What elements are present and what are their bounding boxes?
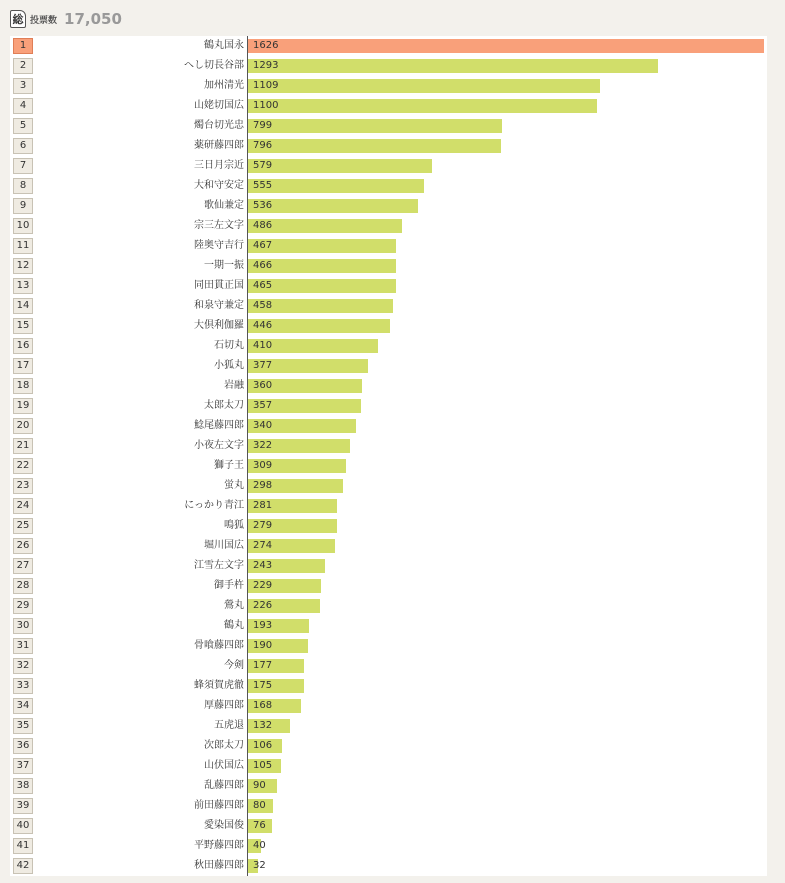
vote-count-label: 309 [253,460,273,471]
rank-badge: 28 [13,578,33,594]
table-row [10,576,767,596]
vote-count-label: 1293 [253,60,279,71]
rank-badge: 22 [13,458,33,474]
sword-name-label: 御手杵 [214,580,244,591]
table-row [10,356,767,376]
vote-count-label: 1100 [253,100,279,111]
vote-count-label: 132 [253,720,273,731]
vote-bar [248,159,432,173]
table-row [10,696,767,716]
vote-count-label: 298 [253,480,273,491]
vote-count-label: 377 [253,360,273,371]
rank-badge: 6 [13,138,33,154]
rank-badge: 42 [13,858,33,874]
rank-badge: 34 [13,698,33,714]
rank-badge: 35 [13,718,33,734]
rank-badge: 36 [13,738,33,754]
vote-bar [248,179,424,193]
vote-count-label: 193 [253,620,273,631]
sword-name-label: 大倶利伽羅 [194,320,244,331]
sword-name-label: 一期一振 [204,260,244,271]
vote-count-label: 446 [253,320,273,331]
rank-badge: 11 [13,238,33,254]
rank-badge: 3 [13,78,33,94]
vote-count-label: 226 [253,600,273,611]
rank-badge: 16 [13,338,33,354]
vote-count-label: 410 [253,340,273,351]
rank-badge: 4 [13,98,33,114]
table-row [10,336,767,356]
vote-count-label: 458 [253,300,273,311]
table-row [10,856,767,876]
rank-badge: 30 [13,618,33,634]
vote-count-label: 360 [253,380,273,391]
vote-count-label: 796 [253,140,273,151]
sword-name-label: 三日月宗近 [194,160,244,171]
table-row [10,816,767,836]
vote-count-label: 90 [253,780,266,791]
sword-name-label: 歌仙兼定 [204,200,244,211]
rank-badge: 12 [13,258,33,274]
vote-count-label: 1626 [253,40,279,51]
sword-name-label: にっかり青江 [184,500,244,511]
rank-badge: 14 [13,298,33,314]
vote-count-label: 76 [253,820,266,831]
vote-count-label: 322 [253,440,273,451]
sword-name-label: 陸奥守吉行 [194,240,244,251]
rank-badge: 8 [13,178,33,194]
rank-badge: 7 [13,158,33,174]
rank-badge: 21 [13,438,33,454]
sword-name-label: 加州清光 [204,80,244,91]
rank-badge: 25 [13,518,33,534]
table-row [10,476,767,496]
total-votes-label: 投票数 [30,15,58,26]
vote-count-label: 555 [253,180,273,191]
vote-bar [248,39,764,53]
rank-badge: 5 [13,118,33,134]
table-row [10,136,767,156]
sword-name-label: 鳴狐 [224,520,244,531]
table-row [10,96,767,116]
sword-name-label: 和泉守兼定 [194,300,244,311]
sword-name-label: 石切丸 [214,340,244,351]
table-row [10,796,767,816]
vote-bar [248,199,418,213]
table-row [10,716,767,736]
sword-name-label: 堀川国広 [204,540,244,551]
sword-name-label: 蛍丸 [224,480,244,491]
rank-badge: 1 [13,38,33,54]
sword-name-label: 獅子王 [214,460,244,471]
sword-name-label: 平野藤四郎 [194,840,244,851]
vote-bar [248,99,597,113]
sword-name-label: 小狐丸 [214,360,244,371]
table-row [10,836,767,856]
rank-badge: 18 [13,378,33,394]
sword-name-label: 乱藤四郎 [204,780,244,791]
total-icon: 総 [10,10,26,28]
rank-badge: 38 [13,778,33,794]
vote-count-label: 105 [253,760,273,771]
sword-name-label: 秋田藤四郎 [194,860,244,871]
table-row [10,656,767,676]
table-row [10,636,767,656]
sword-name-label: 江雪左文字 [194,560,244,571]
rank-badge: 23 [13,478,33,494]
vote-count-label: 40 [253,840,266,851]
vote-bar [248,119,502,133]
vote-bar [248,139,501,153]
rank-badge: 13 [13,278,33,294]
vote-count-label: 80 [253,800,266,811]
rank-badge: 2 [13,58,33,74]
rank-badge: 37 [13,758,33,774]
table-row [10,76,767,96]
table-row [10,176,767,196]
table-row [10,516,767,536]
vote-count-label: 177 [253,660,273,671]
table-row [10,596,767,616]
sword-name-label: 蜂須賀虎徹 [194,680,244,691]
table-row [10,316,767,336]
sword-name-label: 鶯丸 [224,600,244,611]
vote-count-label: 340 [253,420,273,431]
sword-name-label: 厚藤四郎 [204,700,244,711]
sword-name-label: 骨喰藤四郎 [194,640,244,651]
vote-count-label: 168 [253,700,273,711]
vote-count-label: 279 [253,520,273,531]
vote-bar [248,59,658,73]
rank-badge: 15 [13,318,33,334]
table-row [10,736,767,756]
table-row [10,776,767,796]
vote-bar [248,79,600,93]
sword-name-label: 大和守安定 [194,180,244,191]
vote-count-label: 357 [253,400,273,411]
sword-name-label: 愛染国俊 [204,820,244,831]
vote-count-label: 32 [253,860,266,871]
table-row [10,416,767,436]
sword-name-label: 前田藤四郎 [194,800,244,811]
vote-count-label: 1109 [253,80,279,91]
rank-badge: 29 [13,598,33,614]
rank-badge: 32 [13,658,33,674]
table-row [10,556,767,576]
vote-count-label: 486 [253,220,273,231]
ranking-chart [10,36,767,876]
chart-axis-line [247,36,248,876]
table-row [10,156,767,176]
vote-count-label: 274 [253,540,273,551]
rank-badge: 27 [13,558,33,574]
table-row [10,436,767,456]
sword-name-label: 次郎太刀 [204,740,244,751]
table-row [10,296,767,316]
table-row [10,376,767,396]
rank-badge: 19 [13,398,33,414]
table-row [10,536,767,556]
sword-name-label: 燭台切光忠 [194,120,244,131]
rank-badge: 20 [13,418,33,434]
vote-count-label: 799 [253,120,273,131]
table-row [10,236,767,256]
rank-badge: 40 [13,818,33,834]
vote-count-label: 467 [253,240,273,251]
sword-name-label: 岩融 [224,380,244,391]
table-row [10,496,767,516]
sword-name-label: 山姥切国広 [194,100,244,111]
table-row [10,276,767,296]
rank-badge: 10 [13,218,33,234]
vote-count-label: 229 [253,580,273,591]
sword-name-label: 今剣 [224,660,244,671]
table-row [10,396,767,416]
sword-name-label: へし切長谷部 [184,60,244,71]
sword-name-label: 鶴丸国永 [204,40,244,51]
table-row [10,676,767,696]
table-row [10,456,767,476]
rank-badge: 26 [13,538,33,554]
total-votes-value: 17,050 [64,10,122,28]
vote-count-label: 466 [253,260,273,271]
ranking-rows [10,36,767,876]
vote-count-label: 106 [253,740,273,751]
vote-count-label: 190 [253,640,273,651]
table-row [10,116,767,136]
vote-count-label: 465 [253,280,273,291]
sword-name-label: 薬研藤四郎 [194,140,244,151]
table-row [10,756,767,776]
rank-badge: 31 [13,638,33,654]
sword-name-label: 鯰尾藤四郎 [194,420,244,431]
rank-badge: 24 [13,498,33,514]
vote-count-label: 536 [253,200,273,211]
sword-name-label: 小夜左文字 [194,440,244,451]
sword-name-label: 山伏国広 [204,760,244,771]
sword-name-label: 太郎太刀 [204,400,244,411]
table-row [10,616,767,636]
rank-badge: 33 [13,678,33,694]
rank-badge: 9 [13,198,33,214]
vote-count-label: 243 [253,560,273,571]
vote-count-label: 281 [253,500,273,511]
vote-count-label: 579 [253,160,273,171]
table-row [10,56,767,76]
vote-count-label: 175 [253,680,273,691]
table-row [10,36,767,56]
sword-name-label: 鶴丸 [224,620,244,631]
rank-badge: 41 [13,838,33,854]
sword-name-label: 宗三左文字 [194,220,244,231]
total-votes-header [10,6,122,32]
table-row [10,216,767,236]
table-row [10,196,767,216]
sword-name-label: 五虎退 [214,720,244,731]
rank-badge: 17 [13,358,33,374]
sword-name-label: 同田貫正国 [194,280,244,291]
table-row [10,256,767,276]
rank-badge: 39 [13,798,33,814]
